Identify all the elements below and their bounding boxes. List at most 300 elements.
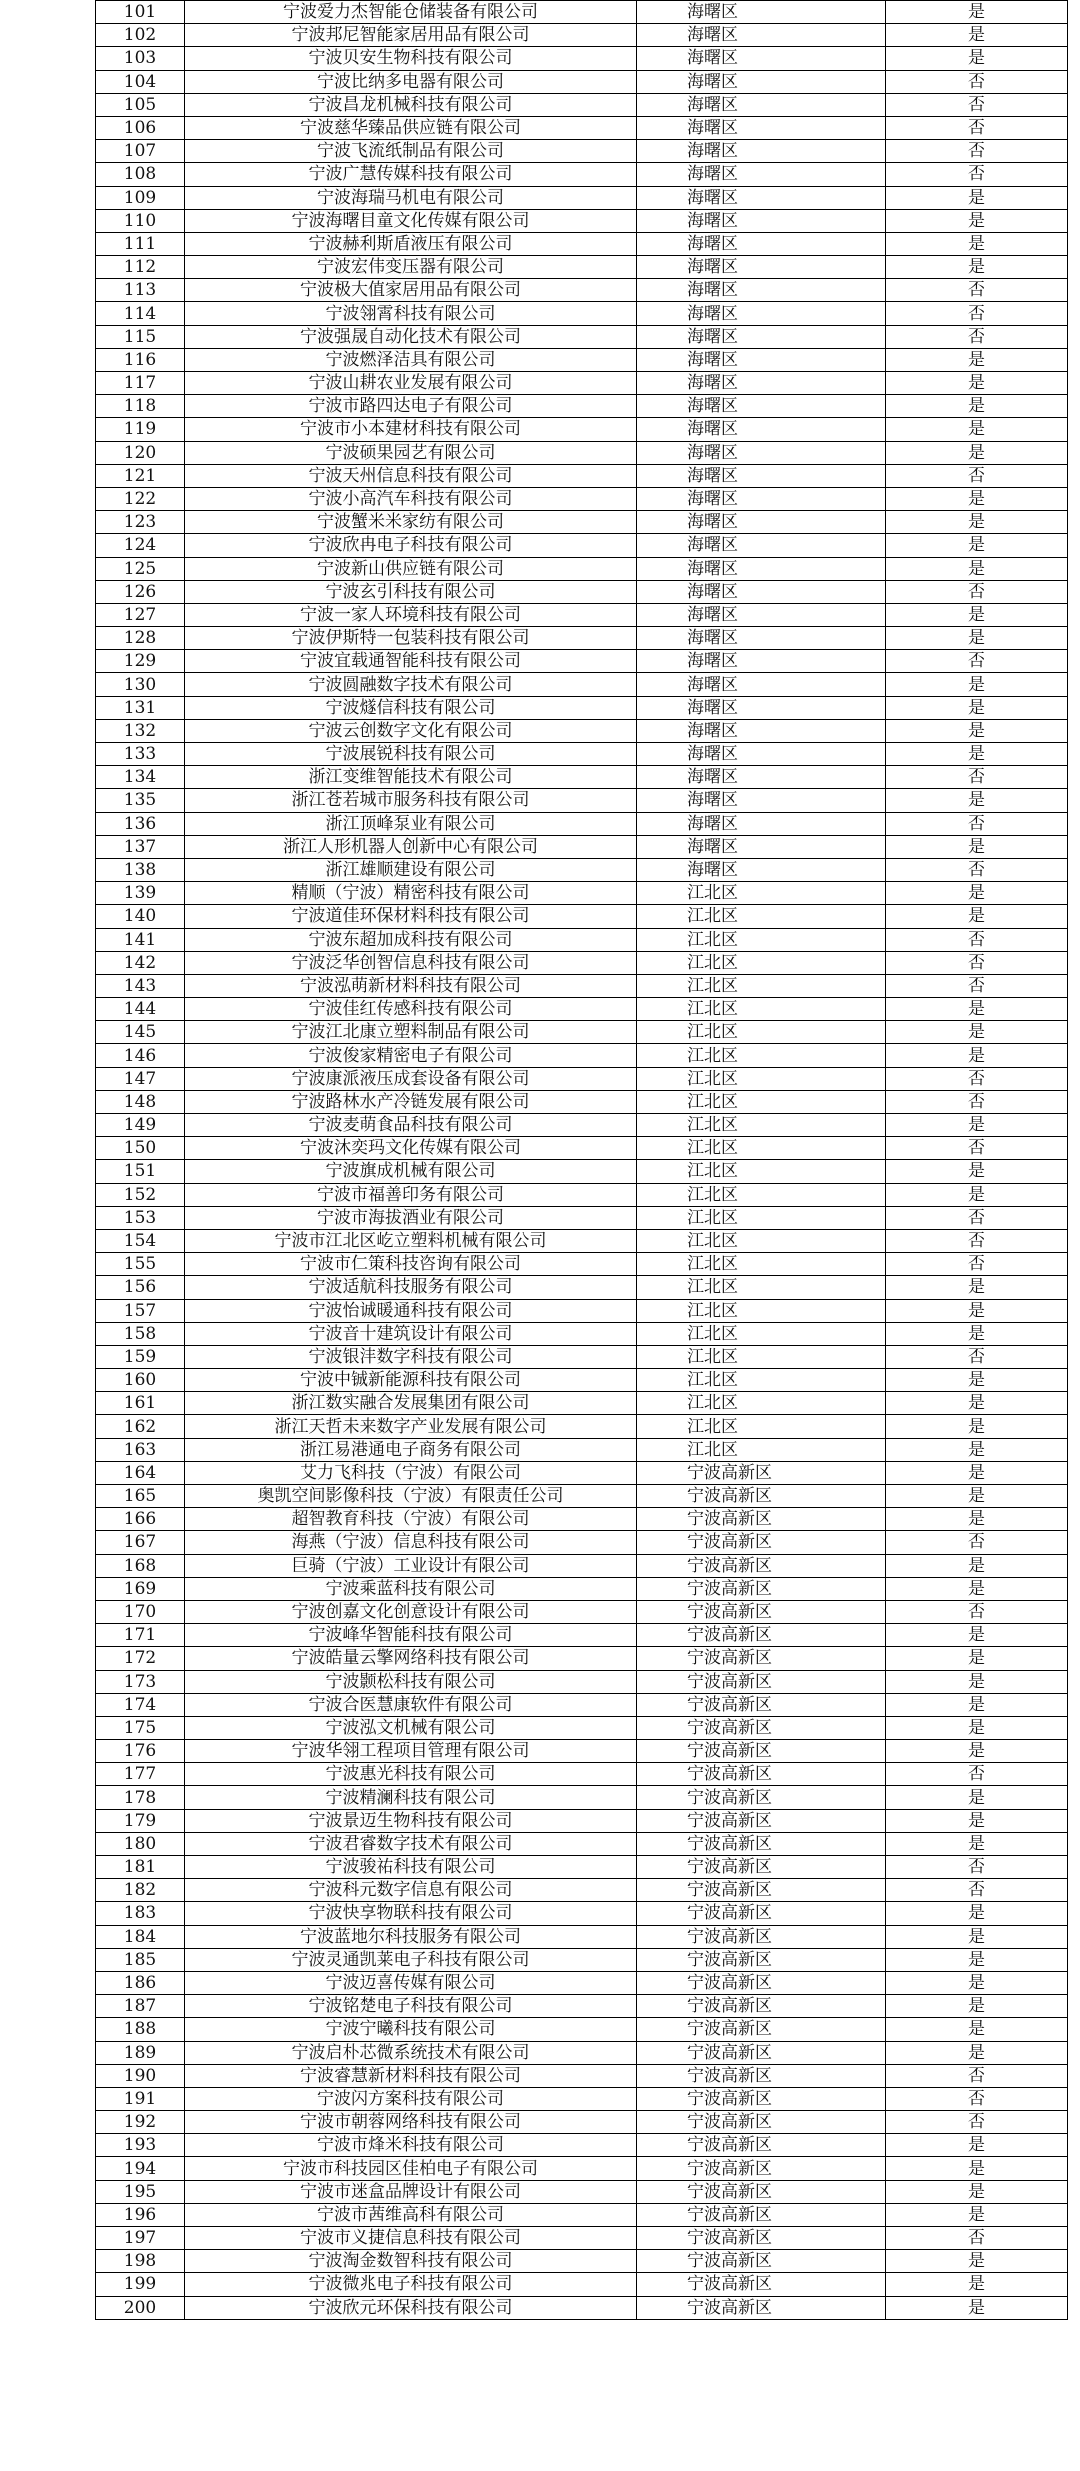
district: 宁波高新区 xyxy=(637,1508,886,1531)
company-name: 宁波燧信科技有限公司 xyxy=(185,696,637,719)
table-row xyxy=(96,487,1068,510)
table-row xyxy=(96,511,1068,534)
row-number: 152 xyxy=(96,1183,185,1206)
status-flag: 否 xyxy=(886,858,1068,881)
district: 江北区 xyxy=(637,1206,886,1229)
status-flag: 是 xyxy=(886,2041,1068,2064)
table-row xyxy=(96,2041,1068,2064)
row-number: 103 xyxy=(96,47,185,70)
company-name: 宁波科元数字信息有限公司 xyxy=(185,1879,637,1902)
row-number: 137 xyxy=(96,835,185,858)
company-name: 宁波欣冉电子科技有限公司 xyxy=(185,534,637,557)
table-row xyxy=(96,1600,1068,1623)
company-name: 宁波翎霄科技有限公司 xyxy=(185,302,637,325)
status-flag: 否 xyxy=(886,325,1068,348)
status-flag: 否 xyxy=(886,116,1068,139)
row-number: 181 xyxy=(96,1856,185,1879)
row-number: 168 xyxy=(96,1554,185,1577)
table-row xyxy=(96,116,1068,139)
company-name: 宁波君睿数字技术有限公司 xyxy=(185,1832,637,1855)
row-number: 139 xyxy=(96,882,185,905)
district: 海曙区 xyxy=(637,766,886,789)
table-row xyxy=(96,1624,1068,1647)
status-flag: 是 xyxy=(886,905,1068,928)
row-number: 106 xyxy=(96,116,185,139)
district: 宁波高新区 xyxy=(637,1971,886,1994)
district: 海曙区 xyxy=(637,603,886,626)
district: 宁波高新区 xyxy=(637,2180,886,2203)
status-flag: 是 xyxy=(886,1485,1068,1508)
table-row xyxy=(96,1809,1068,1832)
district: 江北区 xyxy=(637,882,886,905)
status-flag: 否 xyxy=(886,1856,1068,1879)
row-number: 114 xyxy=(96,302,185,325)
status-flag: 是 xyxy=(886,789,1068,812)
table-row xyxy=(96,1276,1068,1299)
status-flag: 是 xyxy=(886,1276,1068,1299)
table-row xyxy=(96,163,1068,186)
company-name: 宁波爱力杰智能仓储装备有限公司 xyxy=(185,1,637,24)
district: 宁波高新区 xyxy=(637,1647,886,1670)
status-flag: 是 xyxy=(886,673,1068,696)
status-flag: 否 xyxy=(886,766,1068,789)
company-name: 宁波极大值家居用品有限公司 xyxy=(185,279,637,302)
table-row xyxy=(96,2064,1068,2087)
district: 海曙区 xyxy=(637,47,886,70)
status-flag: 否 xyxy=(886,951,1068,974)
status-flag: 是 xyxy=(886,1624,1068,1647)
status-flag: 是 xyxy=(886,209,1068,232)
table-row xyxy=(96,1485,1068,1508)
table-row xyxy=(96,2134,1068,2157)
status-flag: 否 xyxy=(886,1763,1068,1786)
table-row xyxy=(96,2111,1068,2134)
status-flag: 否 xyxy=(886,1067,1068,1090)
row-number: 132 xyxy=(96,719,185,742)
district: 宁波高新区 xyxy=(637,2087,886,2110)
table-row xyxy=(96,1114,1068,1137)
table-row xyxy=(96,557,1068,580)
district: 宁波高新区 xyxy=(637,1925,886,1948)
district: 海曙区 xyxy=(637,163,886,186)
table-row xyxy=(96,70,1068,93)
table-row xyxy=(96,1716,1068,1739)
row-number: 186 xyxy=(96,1971,185,1994)
district: 宁波高新区 xyxy=(637,1902,886,1925)
status-flag: 是 xyxy=(886,487,1068,510)
status-flag: 是 xyxy=(886,372,1068,395)
company-name: 宁波道佳环保材料科技有限公司 xyxy=(185,905,637,928)
row-number: 145 xyxy=(96,1021,185,1044)
row-number: 113 xyxy=(96,279,185,302)
status-flag: 否 xyxy=(886,1600,1068,1623)
table-row xyxy=(96,905,1068,928)
company-name: 宁波宁曦科技有限公司 xyxy=(185,2018,637,2041)
company-name: 宁波天州信息科技有限公司 xyxy=(185,464,637,487)
district: 宁波高新区 xyxy=(637,2203,886,2226)
row-number: 108 xyxy=(96,163,185,186)
status-flag: 否 xyxy=(886,1345,1068,1368)
district: 江北区 xyxy=(637,1415,886,1438)
table-row xyxy=(96,2157,1068,2180)
company-name: 宁波闪方案科技有限公司 xyxy=(185,2087,637,2110)
status-flag: 是 xyxy=(886,186,1068,209)
district: 海曙区 xyxy=(637,835,886,858)
district: 江北区 xyxy=(637,1137,886,1160)
district: 宁波高新区 xyxy=(637,1948,886,1971)
status-flag: 是 xyxy=(886,1809,1068,1832)
district: 海曙区 xyxy=(637,789,886,812)
table-row xyxy=(96,1160,1068,1183)
row-number: 144 xyxy=(96,998,185,1021)
company-name: 宁波市朝蓉网络科技有限公司 xyxy=(185,2111,637,2134)
company-name: 宁波皓量云擎网络科技有限公司 xyxy=(185,1647,637,1670)
status-flag: 是 xyxy=(886,557,1068,580)
district: 宁波高新区 xyxy=(637,1995,886,2018)
row-number: 171 xyxy=(96,1624,185,1647)
table-row xyxy=(96,974,1068,997)
company-name: 宁波市茜维高科有限公司 xyxy=(185,2203,637,2226)
district: 海曙区 xyxy=(637,325,886,348)
company-name: 宁波云创数字文化有限公司 xyxy=(185,719,637,742)
row-number: 198 xyxy=(96,2250,185,2273)
row-number: 189 xyxy=(96,2041,185,2064)
district: 海曙区 xyxy=(637,302,886,325)
status-flag: 是 xyxy=(886,1461,1068,1484)
row-number: 188 xyxy=(96,2018,185,2041)
table-row xyxy=(96,47,1068,70)
district: 海曙区 xyxy=(637,441,886,464)
row-number: 196 xyxy=(96,2203,185,2226)
district: 宁波高新区 xyxy=(637,1879,886,1902)
row-number: 129 xyxy=(96,650,185,673)
row-number: 130 xyxy=(96,673,185,696)
table-row xyxy=(96,858,1068,881)
row-number: 180 xyxy=(96,1832,185,1855)
table-row xyxy=(96,140,1068,163)
table-row xyxy=(96,1554,1068,1577)
status-flag: 否 xyxy=(886,93,1068,116)
company-name: 宁波伊斯特一包装科技有限公司 xyxy=(185,627,637,650)
status-flag: 否 xyxy=(886,1090,1068,1113)
row-number: 160 xyxy=(96,1369,185,1392)
company-name: 宁波康派液压成套设备有限公司 xyxy=(185,1067,637,1090)
company-name: 宁波市义捷信息科技有限公司 xyxy=(185,2227,637,2250)
district: 江北区 xyxy=(637,928,886,951)
table-row xyxy=(96,650,1068,673)
row-number: 140 xyxy=(96,905,185,928)
status-flag: 是 xyxy=(886,1647,1068,1670)
district: 宁波高新区 xyxy=(637,1600,886,1623)
status-flag: 是 xyxy=(886,1,1068,24)
table-row xyxy=(96,1577,1068,1600)
district: 江北区 xyxy=(637,1369,886,1392)
status-flag: 是 xyxy=(886,2296,1068,2319)
row-number: 110 xyxy=(96,209,185,232)
district: 海曙区 xyxy=(637,464,886,487)
row-number: 169 xyxy=(96,1577,185,1600)
table-row xyxy=(96,1693,1068,1716)
table-row xyxy=(96,534,1068,557)
table-row xyxy=(96,1438,1068,1461)
district: 海曙区 xyxy=(637,140,886,163)
table-row xyxy=(96,1369,1068,1392)
status-flag: 否 xyxy=(886,1879,1068,1902)
row-number: 149 xyxy=(96,1114,185,1137)
row-number: 143 xyxy=(96,974,185,997)
status-flag: 是 xyxy=(886,1369,1068,1392)
table-row xyxy=(96,1137,1068,1160)
row-number: 179 xyxy=(96,1809,185,1832)
company-name: 艾力飞科技（宁波）有限公司 xyxy=(185,1461,637,1484)
district: 宁波高新区 xyxy=(637,2227,886,2250)
district: 海曙区 xyxy=(637,209,886,232)
company-name: 宁波贝安生物科技有限公司 xyxy=(185,47,637,70)
company-name: 浙江苍若城市服务科技有限公司 xyxy=(185,789,637,812)
district: 海曙区 xyxy=(637,93,886,116)
row-number: 158 xyxy=(96,1322,185,1345)
table-row xyxy=(96,743,1068,766)
district: 宁波高新区 xyxy=(637,2041,886,2064)
table-row xyxy=(96,789,1068,812)
table-row xyxy=(96,1021,1068,1044)
row-number: 178 xyxy=(96,1786,185,1809)
status-flag: 是 xyxy=(886,603,1068,626)
status-flag: 是 xyxy=(886,47,1068,70)
table-row xyxy=(96,1461,1068,1484)
row-number: 146 xyxy=(96,1044,185,1067)
row-number: 102 xyxy=(96,24,185,47)
row-number: 172 xyxy=(96,1647,185,1670)
company-name: 宁波市福善印务有限公司 xyxy=(185,1183,637,1206)
district: 宁波高新区 xyxy=(637,1577,886,1600)
table-row xyxy=(96,2227,1068,2250)
table-row xyxy=(96,1,1068,24)
row-number: 159 xyxy=(96,1345,185,1368)
status-flag: 是 xyxy=(886,441,1068,464)
company-name: 宁波路林水产冷链发展有限公司 xyxy=(185,1090,637,1113)
company-name: 宁波宜载通智能科技有限公司 xyxy=(185,650,637,673)
status-flag: 是 xyxy=(886,1322,1068,1345)
district: 海曙区 xyxy=(637,627,886,650)
district: 海曙区 xyxy=(637,673,886,696)
row-number: 141 xyxy=(96,928,185,951)
table-row xyxy=(96,1763,1068,1786)
row-number: 127 xyxy=(96,603,185,626)
status-flag: 否 xyxy=(886,1206,1068,1229)
district: 宁波高新区 xyxy=(637,1740,886,1763)
district: 海曙区 xyxy=(637,279,886,302)
company-name: 宁波小高汽车科技有限公司 xyxy=(185,487,637,510)
company-name: 宁波海曙目童文化传媒有限公司 xyxy=(185,209,637,232)
company-name: 宁波海瑞马机电有限公司 xyxy=(185,186,637,209)
company-name: 宁波强晟自动化技术有限公司 xyxy=(185,325,637,348)
table-row xyxy=(96,1345,1068,1368)
status-flag: 是 xyxy=(886,1716,1068,1739)
status-flag: 是 xyxy=(886,1183,1068,1206)
district: 海曙区 xyxy=(637,232,886,255)
status-flag: 是 xyxy=(886,24,1068,47)
table-row xyxy=(96,580,1068,603)
company-name: 宁波快享物联科技有限公司 xyxy=(185,1902,637,1925)
row-number: 157 xyxy=(96,1299,185,1322)
company-name: 宁波华翎工程项目管理有限公司 xyxy=(185,1740,637,1763)
table-row xyxy=(96,302,1068,325)
status-flag: 是 xyxy=(886,2203,1068,2226)
status-flag: 是 xyxy=(886,2273,1068,2296)
table-row xyxy=(96,24,1068,47)
status-flag: 否 xyxy=(886,974,1068,997)
table-row xyxy=(96,279,1068,302)
district: 海曙区 xyxy=(637,1,886,24)
company-name: 宁波俊家精密电子有限公司 xyxy=(185,1044,637,1067)
company-name: 宁波蓝地尔科技服务有限公司 xyxy=(185,1925,637,1948)
company-name: 宁波一家人环境科技有限公司 xyxy=(185,603,637,626)
company-name: 浙江顶峰泵业有限公司 xyxy=(185,812,637,835)
company-name: 宁波合医慧康软件有限公司 xyxy=(185,1693,637,1716)
district: 宁波高新区 xyxy=(637,2273,886,2296)
company-name: 宁波市海拔酒业有限公司 xyxy=(185,1206,637,1229)
status-flag: 是 xyxy=(886,1670,1068,1693)
company-name: 宁波燃泽洁具有限公司 xyxy=(185,348,637,371)
district: 江北区 xyxy=(637,1229,886,1252)
company-name: 宁波景迈生物科技有限公司 xyxy=(185,1809,637,1832)
district: 宁波高新区 xyxy=(637,1763,886,1786)
table-row xyxy=(96,1948,1068,1971)
status-flag: 是 xyxy=(886,743,1068,766)
status-flag: 否 xyxy=(886,2227,1068,2250)
row-number: 138 xyxy=(96,858,185,881)
table-row xyxy=(96,1067,1068,1090)
row-number: 163 xyxy=(96,1438,185,1461)
status-flag: 否 xyxy=(886,1253,1068,1276)
table-row xyxy=(96,2018,1068,2041)
company-name: 宁波新山供应链有限公司 xyxy=(185,557,637,580)
district: 江北区 xyxy=(637,1299,886,1322)
district: 海曙区 xyxy=(637,812,886,835)
status-flag: 是 xyxy=(886,1554,1068,1577)
row-number: 170 xyxy=(96,1600,185,1623)
row-number: 147 xyxy=(96,1067,185,1090)
district: 宁波高新区 xyxy=(637,1786,886,1809)
status-flag: 否 xyxy=(886,650,1068,673)
row-number: 105 xyxy=(96,93,185,116)
district: 江北区 xyxy=(637,1253,886,1276)
row-number: 176 xyxy=(96,1740,185,1763)
district: 海曙区 xyxy=(637,418,886,441)
status-flag: 是 xyxy=(886,696,1068,719)
status-flag: 是 xyxy=(886,1392,1068,1415)
district: 宁波高新区 xyxy=(637,1856,886,1879)
row-number: 190 xyxy=(96,2064,185,2087)
table-row xyxy=(96,951,1068,974)
table-row xyxy=(96,835,1068,858)
district: 江北区 xyxy=(637,951,886,974)
district: 江北区 xyxy=(637,1160,886,1183)
row-number: 142 xyxy=(96,951,185,974)
status-flag: 是 xyxy=(886,835,1068,858)
row-number: 194 xyxy=(96,2157,185,2180)
district: 江北区 xyxy=(637,1183,886,1206)
table-row xyxy=(96,1229,1068,1252)
district: 海曙区 xyxy=(637,534,886,557)
company-name: 宁波东超加成科技有限公司 xyxy=(185,928,637,951)
district: 江北区 xyxy=(637,1345,886,1368)
row-number: 107 xyxy=(96,140,185,163)
status-flag: 是 xyxy=(886,395,1068,418)
table-row xyxy=(96,1299,1068,1322)
row-number: 183 xyxy=(96,1902,185,1925)
company-name: 宁波市迷盒品牌设计有限公司 xyxy=(185,2180,637,2203)
district: 江北区 xyxy=(637,1114,886,1137)
company-name: 宁波音十建筑设计有限公司 xyxy=(185,1322,637,1345)
table-row xyxy=(96,441,1068,464)
row-number: 123 xyxy=(96,511,185,534)
table-row xyxy=(96,1253,1068,1276)
row-number: 112 xyxy=(96,256,185,279)
table-row xyxy=(96,418,1068,441)
row-number: 150 xyxy=(96,1137,185,1160)
row-number: 111 xyxy=(96,232,185,255)
district: 宁波高新区 xyxy=(637,2111,886,2134)
table-row xyxy=(96,1786,1068,1809)
table-row xyxy=(96,464,1068,487)
row-number: 177 xyxy=(96,1763,185,1786)
table-row xyxy=(96,1183,1068,1206)
district: 江北区 xyxy=(637,1438,886,1461)
district: 海曙区 xyxy=(637,580,886,603)
company-name: 宁波峰华智能科技有限公司 xyxy=(185,1624,637,1647)
table-row xyxy=(96,372,1068,395)
status-flag: 是 xyxy=(886,232,1068,255)
row-number: 117 xyxy=(96,372,185,395)
table-row xyxy=(96,1206,1068,1229)
district: 宁波高新区 xyxy=(637,2250,886,2273)
district: 宁波高新区 xyxy=(637,2134,886,2157)
row-number: 162 xyxy=(96,1415,185,1438)
company-name: 宁波迈喜传媒有限公司 xyxy=(185,1971,637,1994)
company-name: 浙江数实融合发展集团有限公司 xyxy=(185,1392,637,1415)
district: 海曙区 xyxy=(637,116,886,139)
status-flag: 否 xyxy=(886,279,1068,302)
company-list-table xyxy=(95,0,1068,2320)
company-name: 浙江易港通电子商务有限公司 xyxy=(185,1438,637,1461)
row-number: 118 xyxy=(96,395,185,418)
company-name: 宁波铭楚电子科技有限公司 xyxy=(185,1995,637,2018)
row-number: 192 xyxy=(96,2111,185,2134)
status-flag: 是 xyxy=(886,2157,1068,2180)
table-row xyxy=(96,2296,1068,2319)
table-row xyxy=(96,1090,1068,1113)
district: 江北区 xyxy=(637,974,886,997)
table-row xyxy=(96,209,1068,232)
row-number: 131 xyxy=(96,696,185,719)
company-name: 宁波泛华创智信息科技有限公司 xyxy=(185,951,637,974)
company-name: 宁波蟹米米家纺有限公司 xyxy=(185,511,637,534)
district: 宁波高新区 xyxy=(637,1624,886,1647)
district: 海曙区 xyxy=(637,858,886,881)
row-number: 187 xyxy=(96,1995,185,2018)
company-name: 奥凯空间影像科技（宁波）有限责任公司 xyxy=(185,1485,637,1508)
company-name: 浙江人形机器人创新中心有限公司 xyxy=(185,835,637,858)
status-flag: 否 xyxy=(886,1229,1068,1252)
district: 宁波高新区 xyxy=(637,1693,886,1716)
row-number: 104 xyxy=(96,70,185,93)
district: 海曙区 xyxy=(637,487,886,510)
row-number: 128 xyxy=(96,627,185,650)
district: 宁波高新区 xyxy=(637,2157,886,2180)
district: 江北区 xyxy=(637,1021,886,1044)
